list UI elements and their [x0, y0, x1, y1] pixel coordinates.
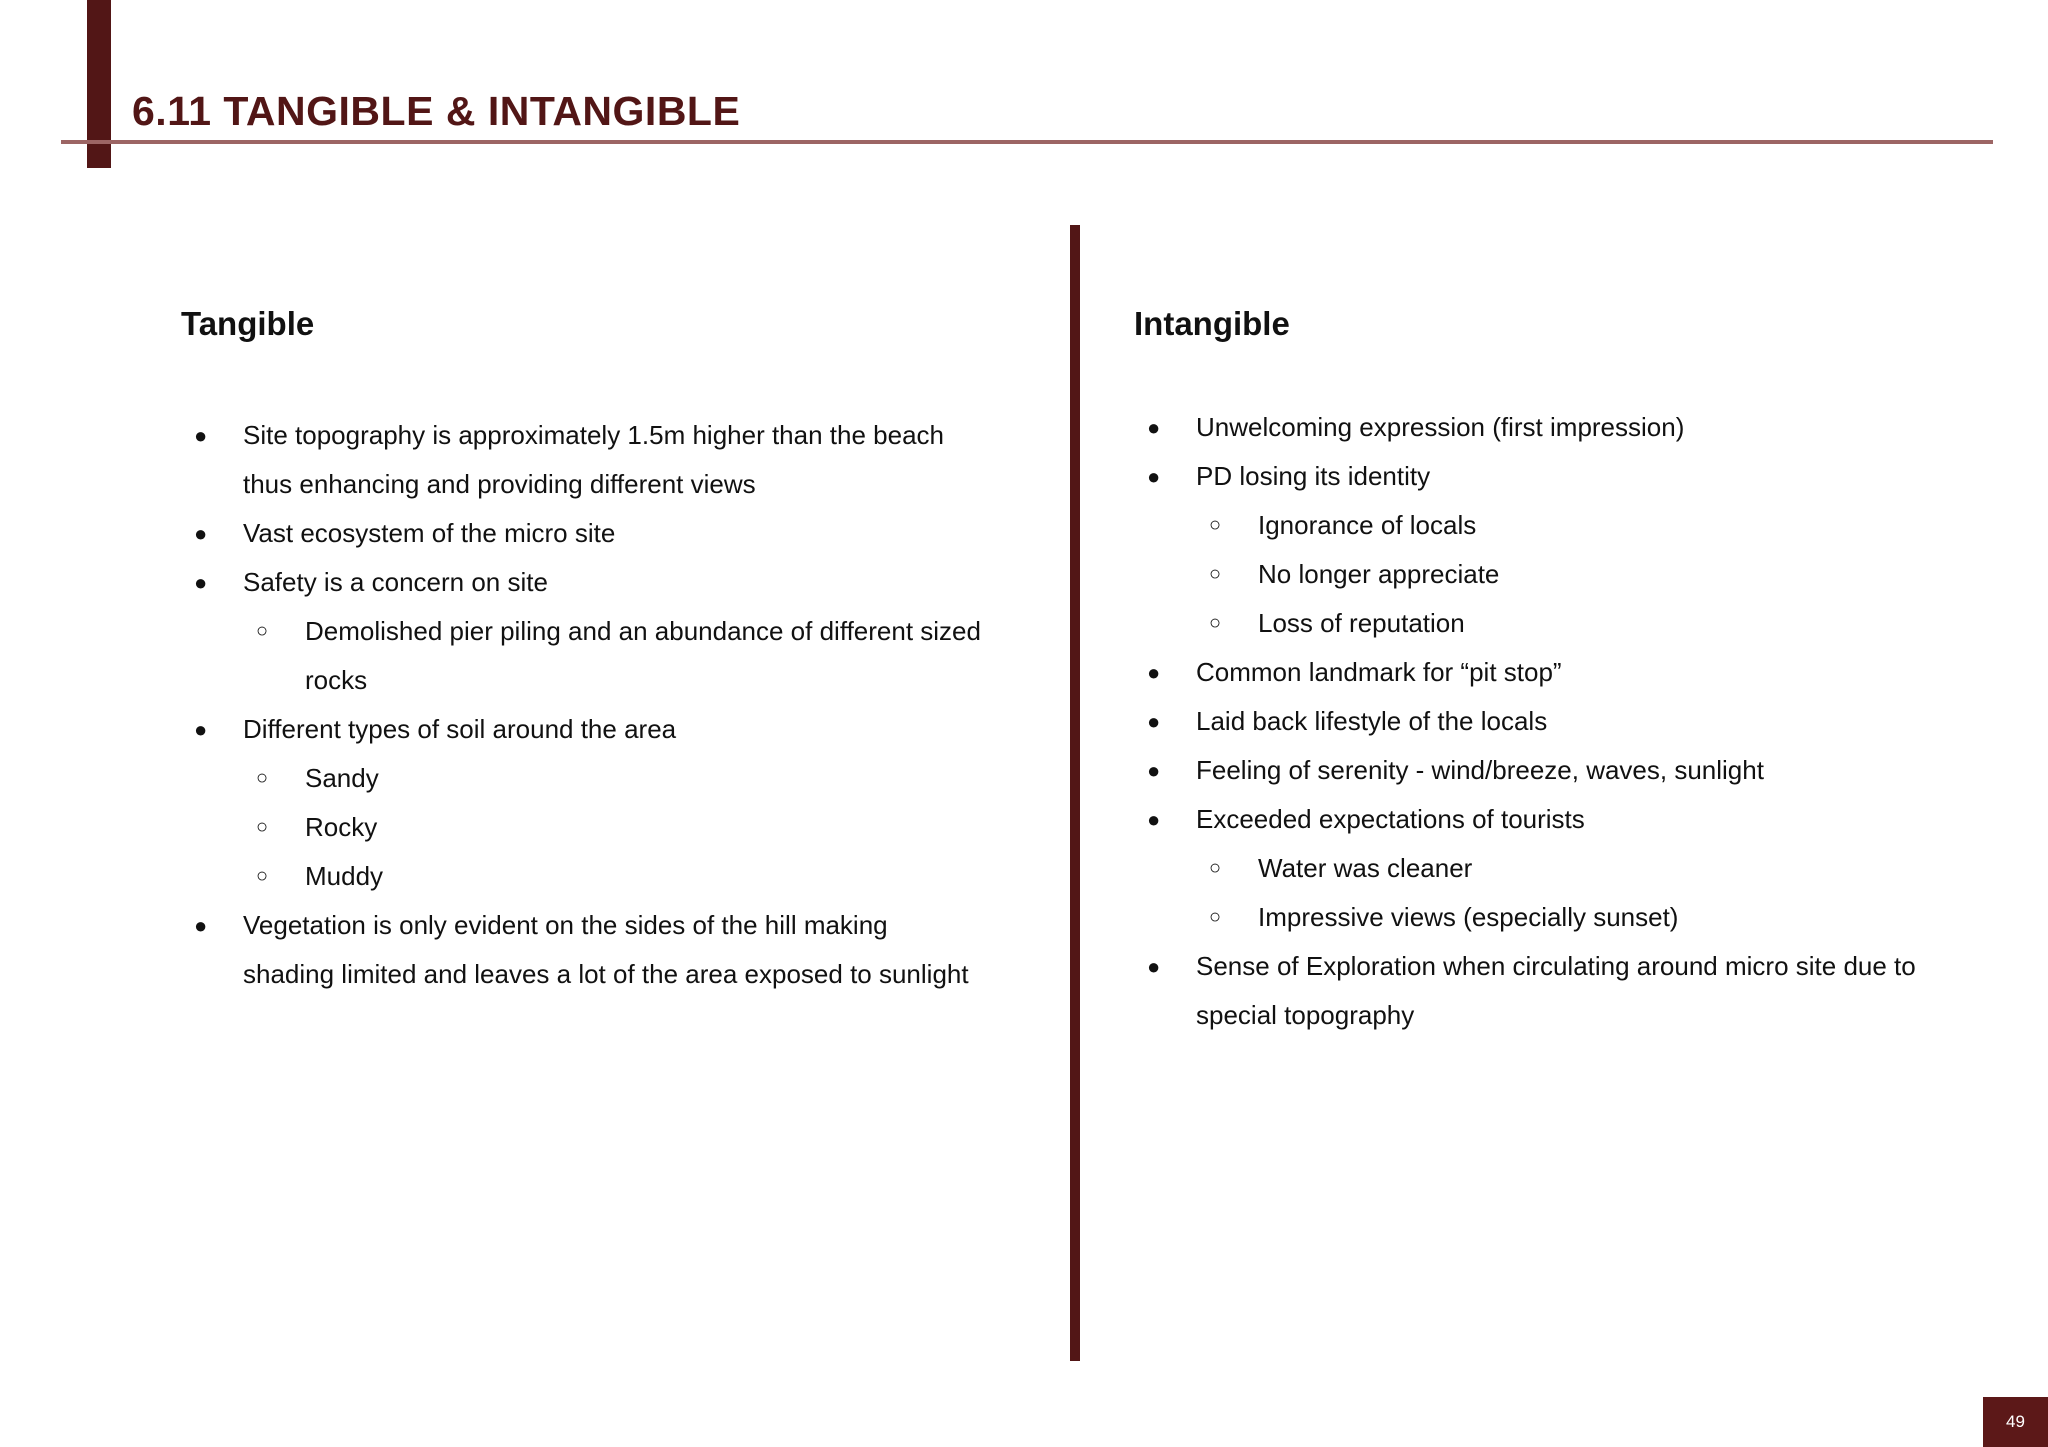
- hollow-bullet-icon: ○: [256, 816, 269, 838]
- list-item: [1134, 452, 1994, 501]
- column-divider: [1070, 225, 1080, 1361]
- bullet-icon: ●: [1147, 415, 1161, 440]
- list-item-text: Feeling of serenity - wind/breeze, waves, sunlight: [1196, 755, 1764, 785]
- header-rule: [61, 140, 1993, 144]
- list-item-text: Site topography is approximately 1.5m higher than the beach: [243, 420, 944, 450]
- list-item: [181, 656, 1041, 705]
- list-item: [1134, 648, 1994, 697]
- list-item-text: special topography: [1196, 1000, 1415, 1030]
- list-item-text: Impressive views (especially sunset): [1258, 902, 1679, 932]
- list-item-text: Vast ecosystem of the micro site: [243, 518, 616, 548]
- list-item-text: Vegetation is only evident on the sides of the hill making: [243, 910, 888, 940]
- intangible-column: [1134, 298, 1994, 1040]
- list-item: [181, 411, 1041, 460]
- list-item: [1134, 599, 1994, 648]
- list-item: [1134, 893, 1994, 942]
- list-item-text: PD losing its identity: [1196, 461, 1431, 491]
- bullet-icon: ●: [1147, 709, 1161, 734]
- bullet-icon: ●: [194, 570, 208, 595]
- list-item-text: Common landmark for “pit stop”: [1196, 657, 1562, 687]
- hollow-bullet-icon: ○: [1209, 857, 1222, 879]
- list-item: [1134, 550, 1994, 599]
- tangible-column: [181, 298, 1041, 999]
- intangible-list: [1134, 403, 1994, 1040]
- list-item: [1134, 403, 1994, 452]
- list-item-text: Different types of soil around the area: [243, 714, 677, 744]
- list-item-text: Ignorance of locals: [1258, 510, 1477, 540]
- list-item: [1134, 844, 1994, 893]
- list-item: [181, 460, 1041, 509]
- hollow-bullet-icon: ○: [1209, 563, 1222, 585]
- hollow-bullet-icon: ○: [1209, 514, 1222, 536]
- list-item: [1134, 795, 1994, 844]
- hollow-bullet-icon: ○: [256, 767, 269, 789]
- list-item: [1134, 501, 1994, 550]
- list-item: [1134, 746, 1994, 795]
- intangible-heading: Intangible: [1134, 305, 1290, 342]
- list-item: [181, 803, 1041, 852]
- hollow-bullet-icon: ○: [256, 865, 269, 887]
- list-item: [181, 607, 1041, 656]
- tangible-list: [181, 411, 1041, 999]
- list-item-text: Loss of reputation: [1258, 608, 1465, 638]
- list-item-text: Sense of Exploration when circulating around micro site due to: [1196, 951, 1916, 981]
- list-item: [181, 901, 1041, 950]
- list-item-text: Safety is a concern on site: [243, 567, 548, 597]
- bullet-icon: ●: [1147, 660, 1161, 685]
- bullet-icon: ●: [194, 521, 208, 546]
- bullet-icon: ●: [1147, 807, 1161, 832]
- bullet-icon: ●: [1147, 758, 1161, 783]
- bullet-icon: ●: [194, 913, 208, 938]
- list-item-text: Rocky: [305, 812, 378, 842]
- list-item-text: shading limited and leaves a lot of the area exposed to sunlight: [243, 959, 969, 989]
- list-item-text: No longer appreciate: [1258, 559, 1500, 589]
- list-item-text: Sandy: [305, 763, 379, 793]
- hollow-bullet-icon: ○: [1209, 906, 1222, 928]
- list-item-text: Laid back lifestyle of the locals: [1196, 706, 1548, 736]
- list-item-text: Unwelcoming expression (first impression): [1196, 412, 1685, 442]
- bullet-icon: ●: [1147, 954, 1161, 979]
- list-item-text: Demolished pier piling and an abundance of different sized: [305, 616, 981, 646]
- list-item: [181, 705, 1041, 754]
- page-title: 6.11 TANGIBLE & INTANGIBLE: [132, 88, 741, 134]
- tangible-heading: Tangible: [181, 305, 315, 342]
- list-item-text: rocks: [305, 665, 368, 695]
- list-item: [1134, 991, 1994, 1040]
- list-item: [181, 950, 1041, 999]
- list-item-text: Muddy: [305, 861, 384, 891]
- list-item: [1134, 697, 1994, 746]
- hollow-bullet-icon: ○: [1209, 612, 1222, 634]
- bullet-icon: ●: [1147, 464, 1161, 489]
- bullet-icon: ●: [194, 423, 208, 448]
- bullet-icon: ●: [194, 717, 208, 742]
- list-item-text: Exceeded expectations of tourists: [1196, 804, 1585, 834]
- list-item: [181, 754, 1041, 803]
- list-item-text: thus enhancing and providing different views: [243, 469, 756, 499]
- list-item: [181, 852, 1041, 901]
- list-item-text: Water was cleaner: [1258, 853, 1473, 883]
- list-item: [1134, 942, 1994, 991]
- list-item: [181, 509, 1041, 558]
- hollow-bullet-icon: ○: [256, 620, 269, 642]
- page-number: 49: [1983, 1397, 2048, 1447]
- list-item: [181, 558, 1041, 607]
